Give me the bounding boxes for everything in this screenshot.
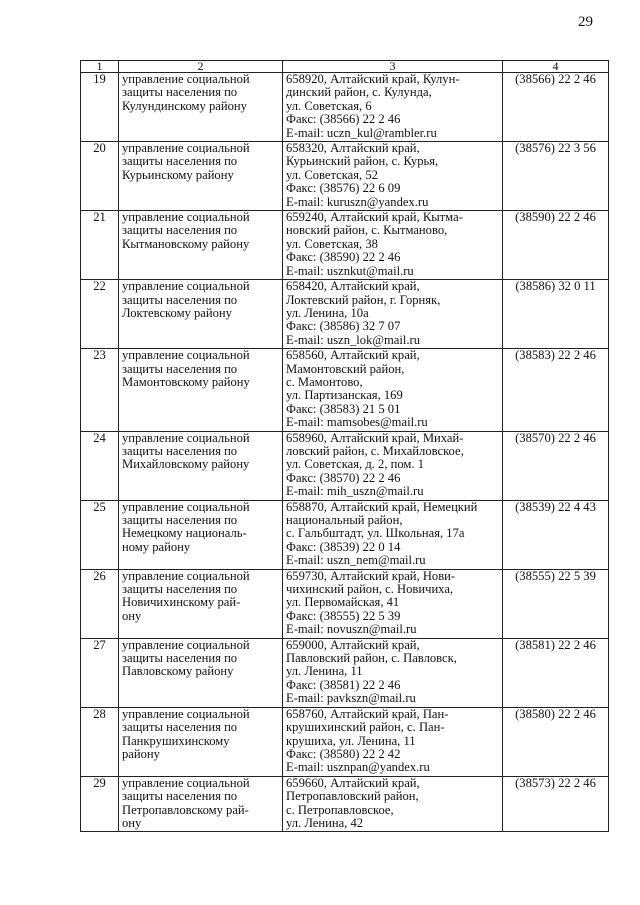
address-cell: [283, 569, 503, 638]
phone-cell: (38555) 22 5 39: [503, 569, 609, 638]
office-name-line: управление социальной: [122, 72, 250, 86]
phone-cell: (38539) 22 4 43: [503, 500, 609, 569]
office-name-cell: [119, 142, 283, 211]
address-line: 659730, Алтайский край, Нови-: [286, 568, 456, 583]
address-line: Мамонтовский район,: [286, 361, 405, 376]
address-cell: [283, 638, 503, 707]
address-line: Факс: (38580) 22 2 42: [286, 746, 401, 761]
table-row: [81, 569, 609, 638]
column-header-1: 1: [81, 61, 119, 73]
address-line: ул. Первомайская, 41: [286, 595, 400, 610]
address-line: Локтевский район, г. Горняк,: [286, 292, 441, 307]
office-name-line: управление социальной: [122, 279, 250, 294]
address-line: ул. Ленина, 42: [286, 815, 364, 830]
email-line: E-mail: mamsobes@mail.ru: [286, 415, 428, 430]
row-number: 27: [81, 638, 119, 707]
address-cell: [283, 776, 503, 832]
office-name-line: управление социальной: [122, 568, 250, 583]
table-row: [81, 707, 609, 776]
address-line: 658560, Алтайский край,: [286, 348, 420, 363]
address-line: 658760, Алтайский край, Пан-: [286, 706, 449, 721]
address-line: ул. Советская, 6: [286, 98, 372, 113]
office-name-line: управление социальной: [122, 210, 250, 225]
address-line: 658420, Алтайский край,: [286, 279, 420, 294]
office-name-line: управление социальной: [122, 348, 250, 363]
address-line: крушиха, ул. Ленина, 11: [286, 733, 416, 748]
address-cell: [283, 280, 503, 349]
address-line: Факс: (38566) 22 2 46: [286, 112, 401, 127]
office-name-line: защиты населения по: [122, 292, 238, 307]
office-name-line: защиты населения по: [122, 582, 238, 597]
address-cell: [283, 142, 503, 211]
address-line: новский район, с. Кытманово,: [286, 223, 448, 238]
address-line: ул. Советская, 38: [286, 236, 378, 251]
office-name-cell: [119, 500, 283, 569]
address-line: ул. Ленина, 11: [286, 664, 363, 679]
row-number: 24: [81, 431, 119, 500]
phone-cell: (38583) 22 2 46: [503, 349, 609, 431]
row-number: 26: [81, 569, 119, 638]
phone-cell: (38581) 22 2 46: [503, 638, 609, 707]
row-number: 19: [81, 73, 119, 142]
office-name-line: району: [122, 746, 160, 761]
office-name-line: защиты населения по: [122, 789, 238, 804]
address-line: ул. Ленина, 10а: [286, 305, 369, 320]
address-line: Петропавловский район,: [286, 789, 419, 804]
office-name-cell: [119, 569, 283, 638]
office-name-line: управление социальной: [122, 775, 250, 790]
row-number: 28: [81, 707, 119, 776]
phone-cell: (38570) 22 2 46: [503, 431, 609, 500]
column-header-3: 3: [283, 61, 503, 73]
address-line: Факс: (38539) 22 0 14: [286, 539, 401, 554]
address-line: с. Петропавловское,: [286, 802, 394, 817]
address-line: Факс: (38583) 21 5 01: [286, 401, 401, 416]
address-line: Факс: (38590) 22 2 46: [286, 250, 401, 265]
address-cell: [283, 707, 503, 776]
email-line: E-mail: uczn_kul@rambler.ru: [286, 125, 437, 140]
phone-cell: (38576) 22 3 56: [503, 142, 609, 211]
email-line: E-mail: usznkut@mail.ru: [286, 263, 414, 278]
phone-cell: (38566) 22 2 46: [503, 73, 609, 142]
phone-cell: (38573) 22 2 46: [503, 776, 609, 832]
row-number: 25: [81, 500, 119, 569]
email-line: E-mail: uszn_lok@mail.ru: [286, 332, 421, 347]
office-name-line: Курьинскому району: [122, 167, 234, 182]
office-name-line: защиты населения по: [122, 443, 238, 458]
phone-cell: (38590) 22 2 46: [503, 211, 609, 280]
office-name-line: управление социальной: [122, 499, 250, 514]
phone-cell: (38580) 22 2 46: [503, 707, 609, 776]
address-line: 659000, Алтайский край,: [286, 637, 420, 652]
address-line: 658870, Алтайский край, Немецкий: [286, 499, 478, 514]
row-number: 23: [81, 349, 119, 431]
table-row: [81, 431, 609, 500]
address-cell: [283, 73, 503, 142]
office-name-line: защиты населения по: [122, 513, 238, 527]
address-line: Факс: (38586) 32 7 07: [286, 319, 401, 334]
office-name-line: ону: [122, 815, 142, 830]
office-name-line: Кулундинскому району: [122, 98, 247, 113]
office-name-line: защиты населения по: [122, 361, 238, 376]
office-name-line: ону: [122, 608, 142, 623]
table-row: [81, 349, 609, 431]
column-header-4: 4: [503, 61, 609, 73]
address-cell: [283, 431, 503, 500]
office-name-line: управление социальной: [122, 430, 250, 445]
office-name-line: управление социальной: [122, 637, 250, 652]
email-line: E-mail: novuszn@mail.ru: [286, 622, 417, 637]
office-name-line: защиты населения по: [122, 720, 238, 735]
social-protection-offices-table: [80, 60, 609, 832]
row-number: 21: [81, 211, 119, 280]
row-number: 22: [81, 280, 119, 349]
office-name-line: управление социальной: [122, 141, 250, 156]
office-name-line: защиты населения по: [122, 223, 238, 238]
email-line: E-mail: kuruszn@yandex.ru: [286, 194, 429, 209]
office-name-cell: [119, 431, 283, 500]
address-line: национальный район,: [286, 513, 403, 527]
table-row: [81, 280, 609, 349]
address-line: 658960, Алтайский край, Михай-: [286, 430, 464, 445]
email-line: E-mail: uszn_nem@mail.ru: [286, 553, 426, 568]
office-name-line: Павловскому району: [122, 664, 234, 679]
row-number: 29: [81, 776, 119, 832]
table-row: [81, 500, 609, 569]
table-row: [81, 142, 609, 211]
office-name-line: Немецкому националь-: [122, 526, 247, 541]
address-line: чихинский район, с. Новичиха,: [286, 582, 454, 597]
address-line: 658320, Алтайский край,: [286, 141, 420, 156]
address-line: 658920, Алтайский край, Кулун-: [286, 72, 460, 86]
address-cell: [283, 500, 503, 569]
column-header-2: 2: [119, 61, 283, 73]
address-line: Павловский район, с. Павловск,: [286, 651, 457, 666]
address-line: с. Мамонтово,: [286, 374, 363, 389]
email-line: E-mail: usznpan@yandex.ru: [286, 760, 430, 775]
address-line: 659660, Алтайский край,: [286, 775, 420, 790]
address-line: Факс: (38576) 22 6 09: [286, 181, 401, 196]
office-name-line: защиты населения по: [122, 85, 238, 100]
office-name-line: Новичихинскому рай-: [122, 595, 241, 610]
office-name-cell: [119, 707, 283, 776]
office-name-line: управление социальной: [122, 706, 250, 721]
address-line: с. Гальбштадт, ул. Школьная, 17а: [286, 526, 465, 541]
office-name-line: Кытмановскому району: [122, 236, 250, 251]
office-name-cell: [119, 638, 283, 707]
address-line: ловский район, с. Михайловское,: [286, 443, 464, 458]
table-body: [81, 73, 609, 832]
table-header-row: [81, 61, 609, 73]
table-row: [81, 73, 609, 142]
email-line: E-mail: pavkszn@mail.ru: [286, 691, 416, 706]
phone-cell: (38586) 32 0 11: [503, 280, 609, 349]
address-line: Факс: (38555) 22 5 39: [286, 608, 401, 623]
table-row: [81, 638, 609, 707]
table-row: [81, 776, 609, 832]
office-name-line: защиты населения по: [122, 651, 238, 666]
row-number: 20: [81, 142, 119, 211]
office-name-cell: [119, 349, 283, 431]
office-name-cell: [119, 73, 283, 142]
table-row: [81, 211, 609, 280]
address-line: 659240, Алтайский край, Кытма-: [286, 210, 463, 225]
office-name-line: Мамонтовскому району: [122, 374, 250, 389]
address-line: Факс: (38581) 22 2 46: [286, 677, 401, 692]
address-line: ул. Советская, д. 2, пом. 1: [286, 457, 424, 472]
office-name-cell: [119, 776, 283, 832]
office-name-cell: [119, 211, 283, 280]
address-line: динский район, с. Кулунда,: [286, 85, 432, 100]
office-name-line: ному району: [122, 539, 191, 554]
office-name-line: Михайловскому району: [122, 457, 250, 472]
office-name-line: Петропавловскому рай-: [122, 802, 249, 817]
address-line: ул. Советская, 52: [286, 167, 378, 182]
page-number: 29: [578, 14, 593, 30]
office-name-cell: [119, 280, 283, 349]
address-cell: [283, 349, 503, 431]
address-cell: [283, 211, 503, 280]
address-line: Факс: (38570) 22 2 46: [286, 470, 401, 485]
office-name-line: Локтевскому району: [122, 305, 232, 320]
office-name-line: защиты населения по: [122, 154, 238, 169]
address-line: ул. Партизанская, 169: [286, 388, 403, 403]
address-line: крушихинский район, с. Пан-: [286, 720, 445, 735]
email-line: E-mail: mih_uszn@mail.ru: [286, 484, 424, 499]
office-name-line: Панкрушихинскому: [122, 733, 230, 748]
address-line: Курьинский район, с. Курья,: [286, 154, 439, 169]
